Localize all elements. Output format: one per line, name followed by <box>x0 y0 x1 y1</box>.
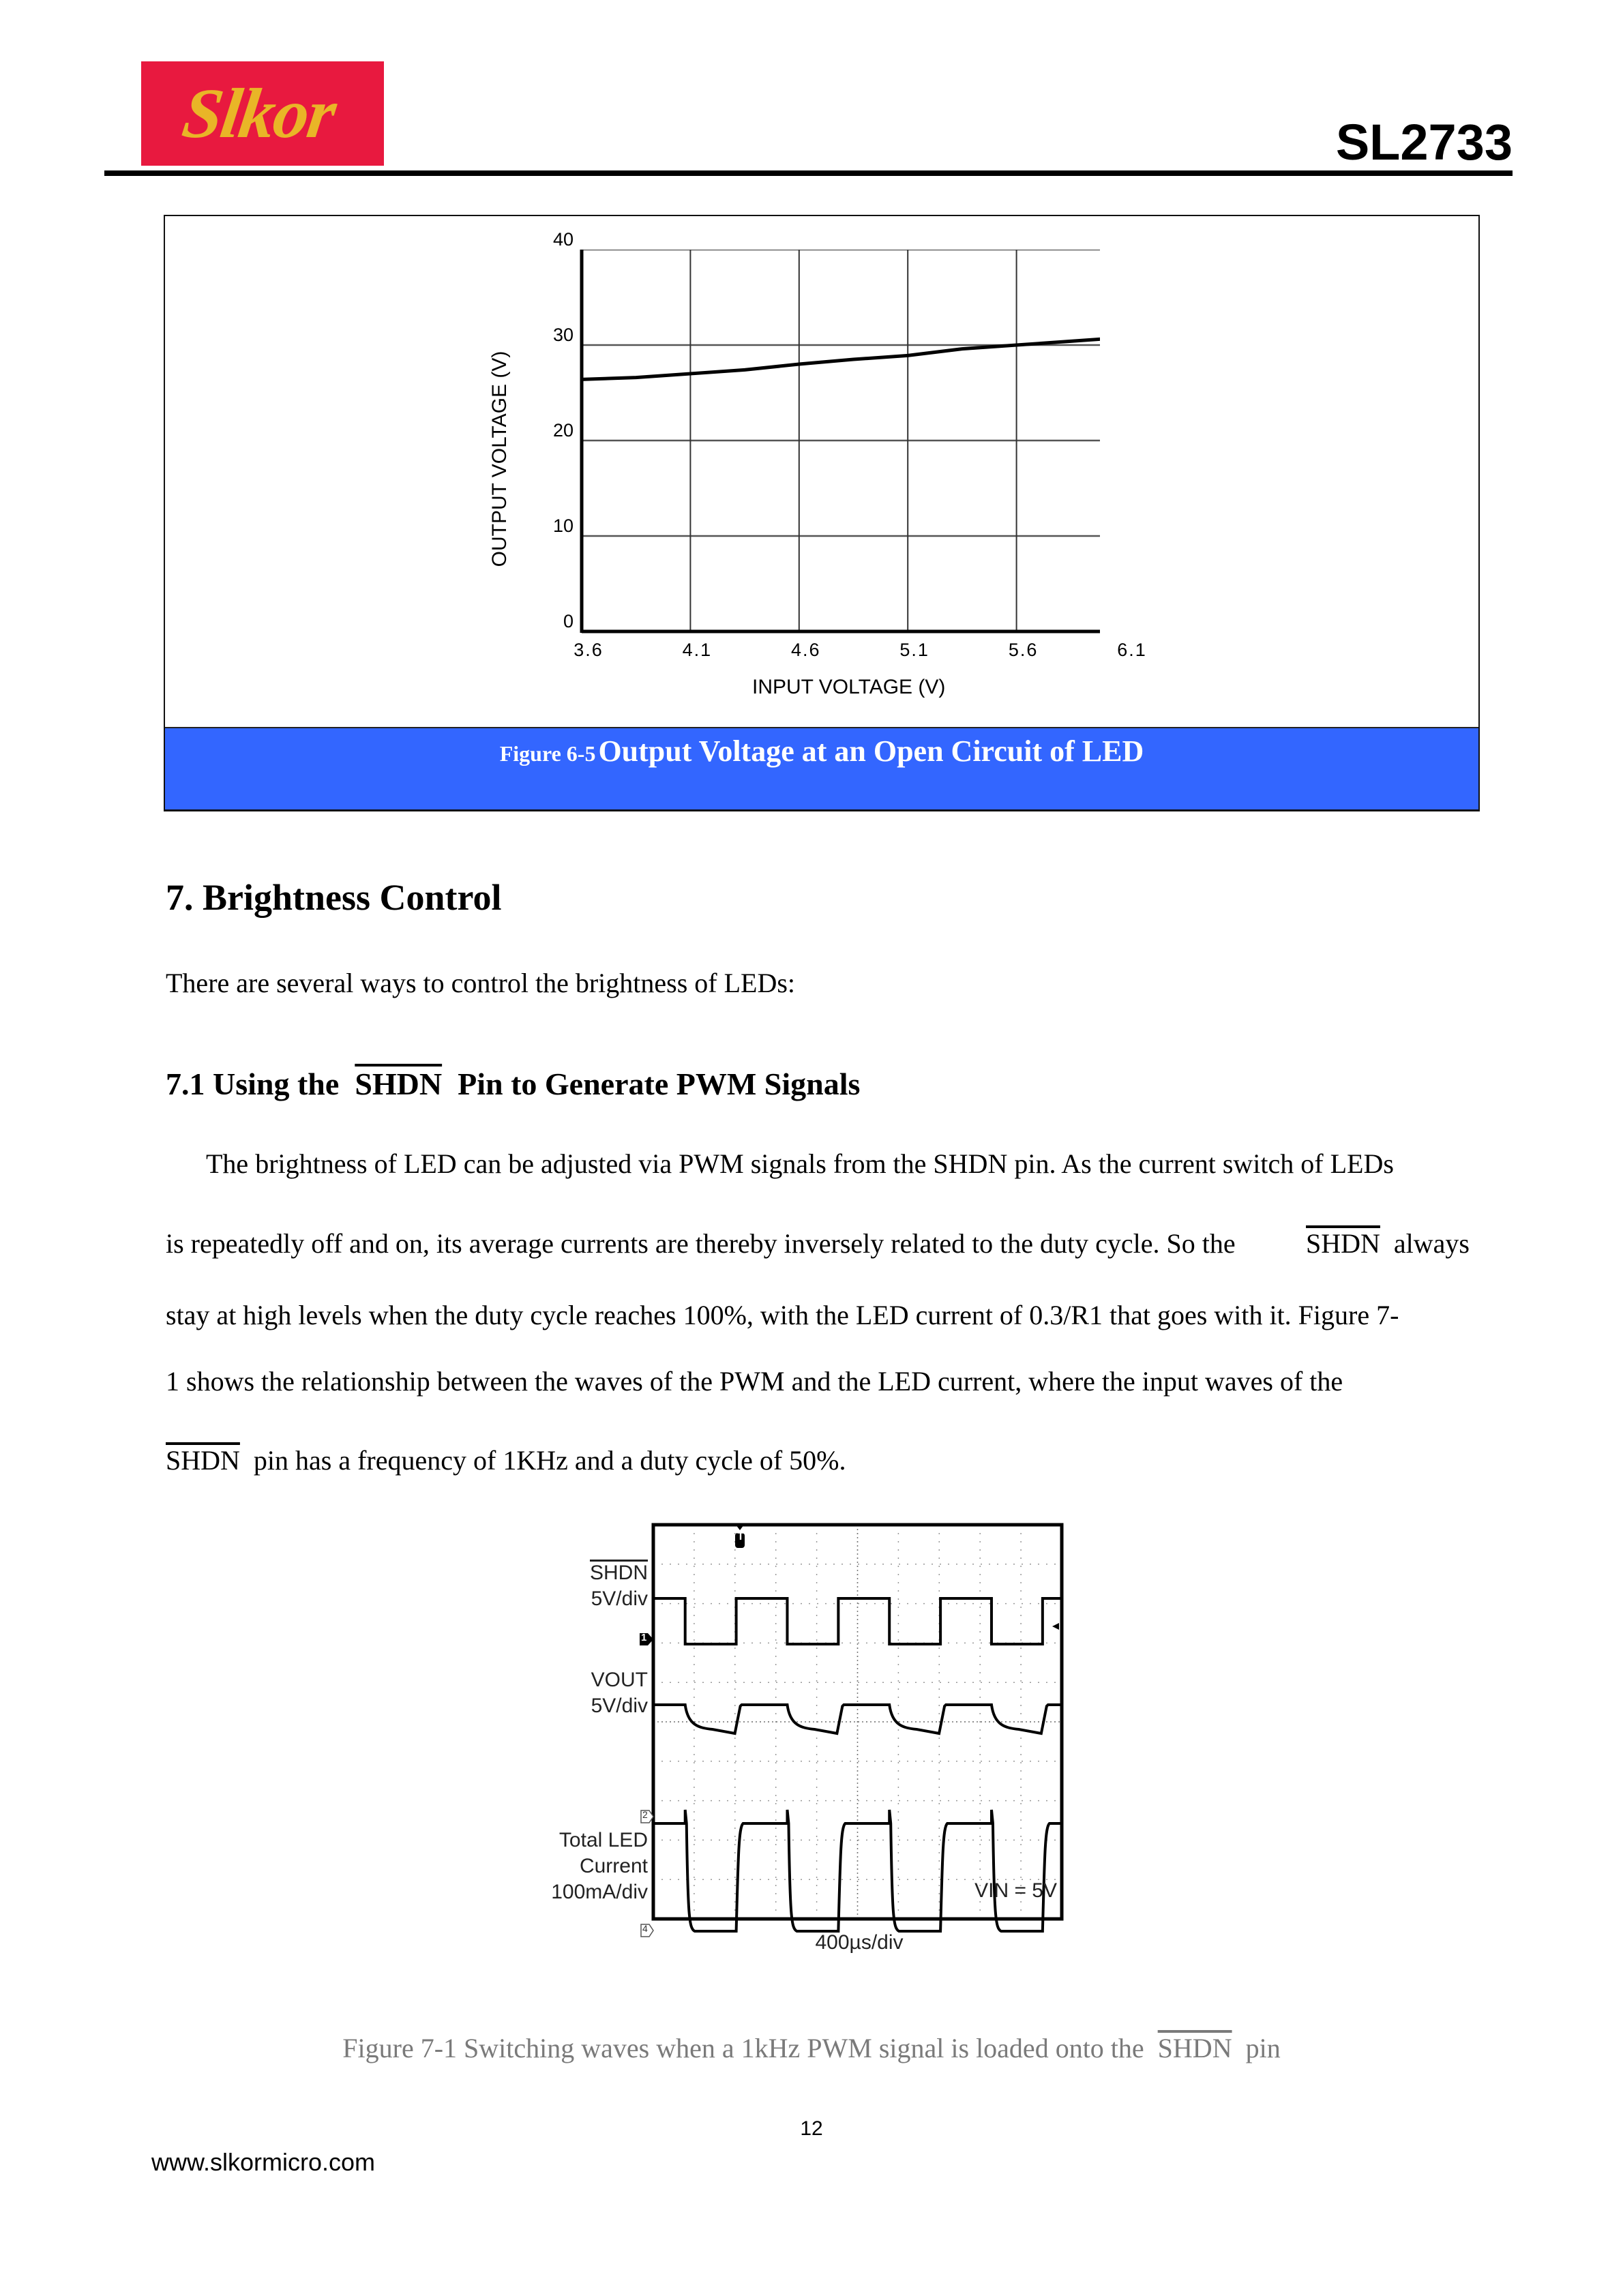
x-tick-label: 6.1 <box>1117 640 1147 660</box>
ch1-marker-label: 1 <box>641 1632 647 1643</box>
figure-7-1-caption <box>0 2032 1623 2064</box>
page-number: 12 <box>800 2117 823 2140</box>
paragraph-line-3: stay at high levels when the duty cycle reaches 100%, with the LED current of 0.3/R1 that goes with it. Figure 7- <box>166 1300 1399 1330</box>
line-2-text: is repeatedly off and on, its average currents are thereby inversely related to the duty cycle. So the <box>166 1228 1236 1259</box>
paragraph-line-2 <box>166 1227 1470 1259</box>
scope-ch1-name: SHDN <box>589 1562 648 1584</box>
figure-6-5-number: Figure 6-5 <box>499 741 596 766</box>
y-tick-label: 10 <box>552 516 574 536</box>
scope-grid <box>653 1525 1062 1919</box>
scope-time-scale: 400µs/div <box>815 1931 904 1954</box>
section-7-heading: 7. Brightness Control <box>166 877 502 918</box>
caption-suffix: pin <box>1245 2033 1281 2063</box>
heading-prefix: 7.1 Using the <box>166 1067 340 1101</box>
figure-6-5-title: Output Voltage at an Open Circuit of LED <box>598 734 1144 768</box>
caption-pin-shdn: SHDN <box>1157 2033 1232 2063</box>
x-tick-label: 5.6 <box>1008 640 1039 660</box>
figure-6-5-frame <box>164 215 1480 811</box>
scope-ch1-scale: 5V/div <box>591 1587 648 1610</box>
ch2-marker-label: 2 <box>642 1809 648 1820</box>
scope-ch2-name: VOUT <box>591 1669 648 1691</box>
scope-condition: VIN = 5V <box>974 1879 1057 1902</box>
line-5-pin-shdn: SHDN <box>166 1445 240 1476</box>
x-tick-label: 5.1 <box>899 640 929 660</box>
shdn-waveform <box>653 1598 1062 1644</box>
output-voltage-curve <box>582 338 1100 380</box>
scope-ch3-name-1: Total LED <box>559 1829 648 1851</box>
footer-website-link[interactable]: www.slkormicro.com <box>151 2148 376 2176</box>
y-tick-label: 0 <box>563 611 574 631</box>
chart-grid <box>582 250 1100 633</box>
heading-suffix: Pin to Generate PWM Signals <box>458 1067 861 1101</box>
oscilloscope-capture <box>539 1522 1084 1986</box>
y-axis-label: OUTPUT VOLTAGE (V) <box>488 351 511 567</box>
y-tick-label: 20 <box>552 420 574 441</box>
x-tick-label: 3.6 <box>574 640 604 660</box>
company-logo <box>141 61 384 166</box>
x-axis-label: INPUT VOLTAGE (V) <box>752 676 946 698</box>
logo-text: Slkor <box>178 74 340 153</box>
section-7-intro: There are several ways to control the brightness of LEDs: <box>166 968 796 998</box>
y-tick-label: 40 <box>552 229 574 250</box>
scope-ch2-scale: 5V/div <box>591 1695 648 1717</box>
line-2-tail: always <box>1393 1228 1470 1259</box>
x-tick-label: 4.6 <box>791 640 821 660</box>
paragraph-line-4: 1 shows the relationship between the waves of the PWM and the LED current, where the input waves of the <box>166 1366 1343 1397</box>
paragraph-line-5 <box>166 1444 1470 1476</box>
ch4-marker-label: 4 <box>642 1923 648 1934</box>
line-2-pin-shdn: SHDN <box>1306 1228 1380 1259</box>
heading-pin-shdn: SHDN <box>355 1067 443 1101</box>
header-divider <box>104 170 1513 176</box>
line-5-text: pin has a frequency of 1KHz and a duty cycle of 50%. <box>253 1445 846 1476</box>
paragraph-line-1: The brightness of LED can be adjusted via PWM signals from the SHDN pin. As the current switch of LEDs <box>206 1148 1394 1179</box>
output-voltage-chart <box>418 229 1147 727</box>
trigger-level-arrow-icon <box>1052 1623 1059 1630</box>
scope-ch3-name-2: Current <box>579 1855 648 1877</box>
figure-6-5-caption-bar <box>165 727 1478 809</box>
trigger-marker-icon <box>736 1525 744 1530</box>
section-7-1-heading <box>166 1066 860 1102</box>
y-tick-label: 30 <box>552 325 574 345</box>
trigger-label: T <box>737 1531 744 1542</box>
scope-ch3-scale: 100mA/div <box>551 1881 648 1903</box>
document-part-number: SL2733 <box>1335 114 1513 170</box>
caption-prefix: Figure 7-1 Switching waves when a 1kHz PWM signal is loaded onto the <box>342 2033 1144 2063</box>
x-tick-label: 4.1 <box>682 640 713 660</box>
